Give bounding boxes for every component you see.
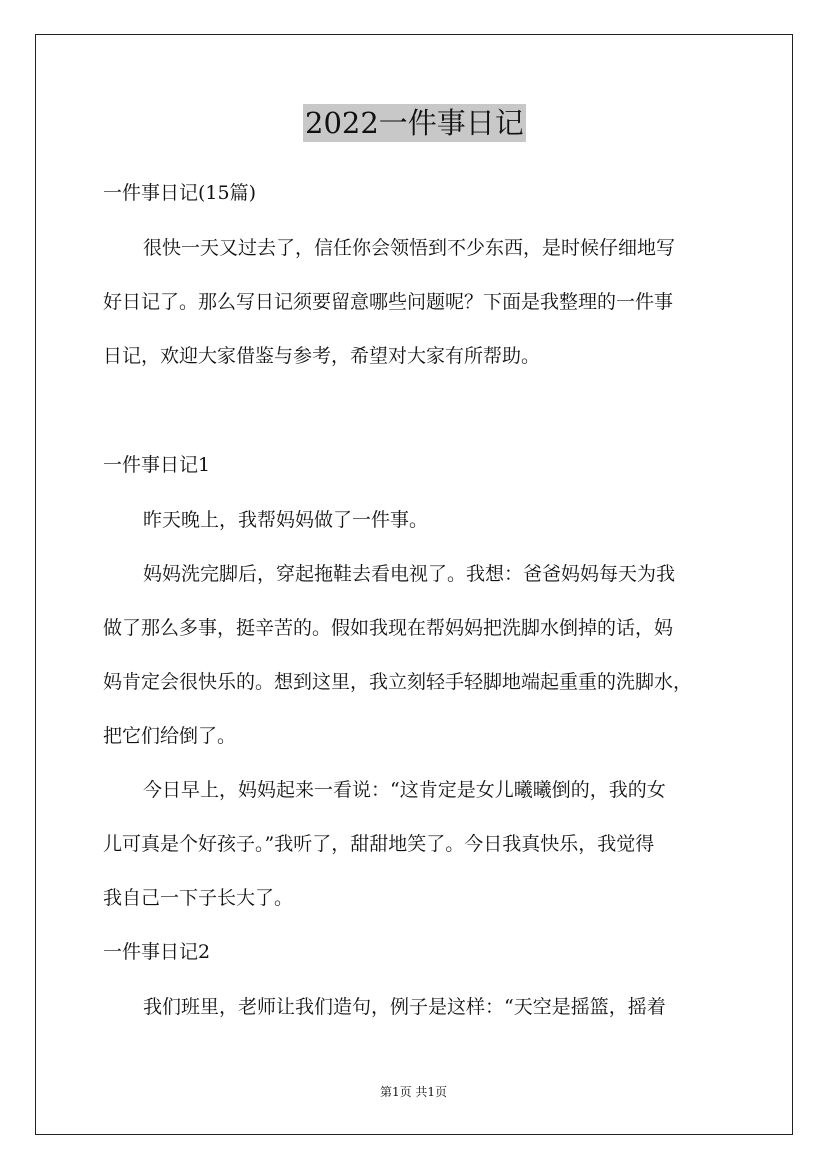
- body-line: 把它们给倒了。: [103, 725, 237, 747]
- section-heading: 一件事日记2: [103, 941, 211, 963]
- intro-line: 很快一天又过去了，信任你会领悟到不少东西，是时候仔细地写: [143, 237, 676, 259]
- body-line: 儿可真是个好孩子。”我听了，甜甜地笑了。今日我真快乐，我觉得: [103, 833, 655, 855]
- body-line: 妈肯定会很快乐的。想到这里，我立刻轻手轻脚地端起重重的洗脚水，: [103, 671, 693, 693]
- intro-line: 日记，欢迎大家借鉴与参考，希望对大家有所帮助。: [103, 345, 541, 367]
- section-heading: 一件事日记1: [103, 454, 211, 476]
- body-line: 妈妈洗完脚后，穿起拖鞋去看电视了。我想：爸爸妈妈每天为我: [143, 563, 676, 585]
- body-line: 做了那么多事，挺辛苦的。假如我现在帮妈妈把洗脚水倒掉的话，妈: [103, 617, 674, 639]
- body-line: 我们班里，老师让我们造句，例子是这样：“天空是摇篮，摇着: [143, 996, 666, 1018]
- document-title: 2022一件事日记: [305, 106, 524, 140]
- body-line: 今日早上，妈妈起来一看说：“这肯定是女儿曦曦倒的，我的女: [143, 779, 666, 801]
- intro-line: 好日记了。那么写日记须要留意哪些问题呢？下面是我整理的一件事: [103, 291, 674, 313]
- body-line: 昨天晚上，我帮妈妈做了一件事。: [143, 509, 429, 531]
- document-subtitle: 一件事日记(15篇): [103, 182, 257, 204]
- body-line: 我自己一下子长大了。: [103, 887, 294, 909]
- page-footer: 第1页 共1页: [379, 1085, 448, 1099]
